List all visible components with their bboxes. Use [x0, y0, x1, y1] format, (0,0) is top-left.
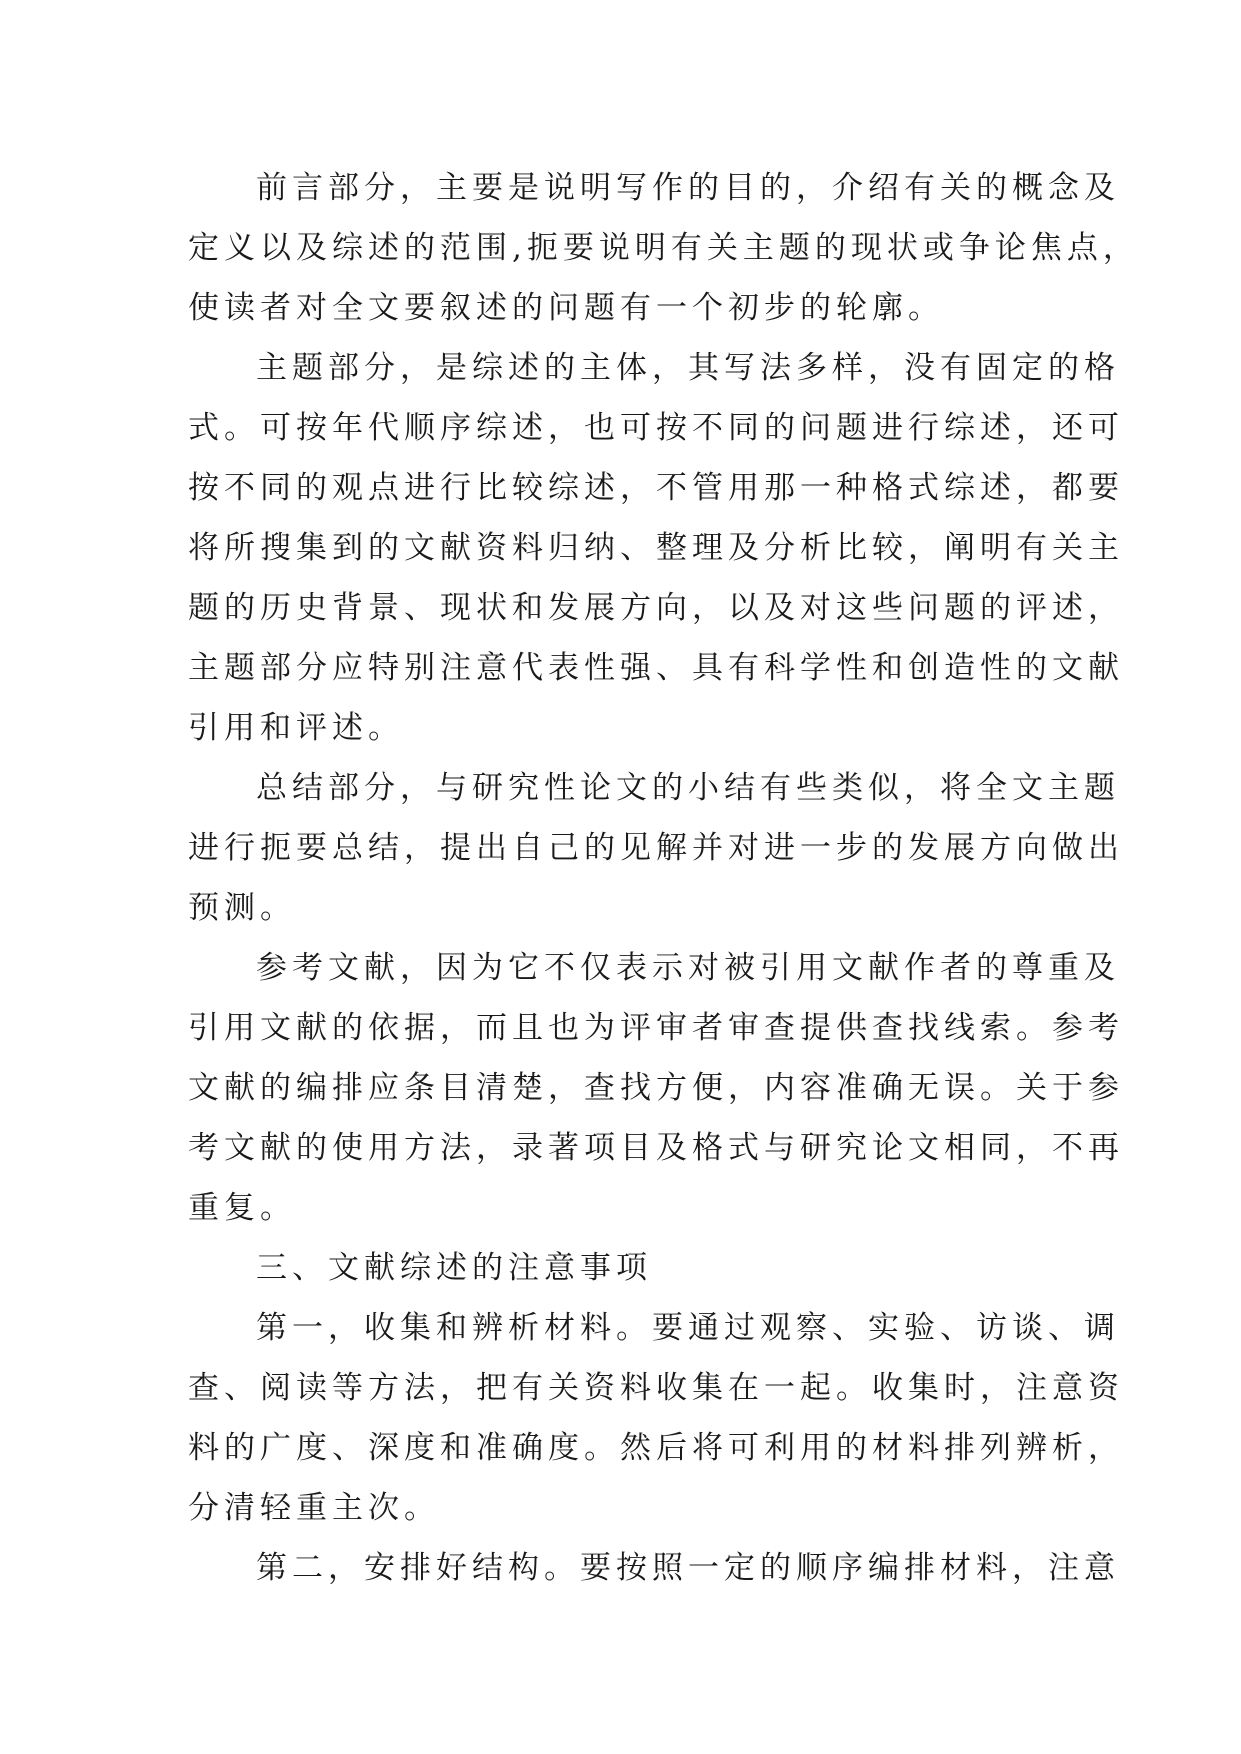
text-line: 第一，收集和辨析材料。要通过观察、实验、访谈、调 — [256, 1310, 1120, 1346]
text-line: 题的历史背景、现状和发展方向，以及对这些问题的评述， — [188, 590, 1124, 626]
text-line: 前言部分，主要是说明写作的目的，介绍有关的概念及 — [256, 170, 1120, 206]
text-line: 第二，安排好结构。要按照一定的顺序编排材料，注意 — [256, 1550, 1120, 1586]
text-line: 分清轻重主次。 — [188, 1490, 440, 1526]
text-line: 料的广度、深度和准确度。然后将可利用的材料排列辨析， — [188, 1430, 1124, 1466]
text-line: 使读者对全文要叙述的问题有一个初步的轮廓。 — [188, 290, 944, 326]
text-line: 进行扼要总结，提出自己的见解并对进一步的发展方向做出 — [188, 830, 1124, 866]
document-body — [188, 158, 1139, 1598]
text-line: 引用和评述。 — [188, 710, 404, 746]
text-line: 总结部分，与研究性论文的小结有些类似，将全文主题 — [256, 770, 1120, 806]
text-line: 主题部分，是综述的主体，其写法多样，没有固定的格 — [256, 350, 1120, 386]
text-line: 引用文献的依据，而且也为评审者审查提供查找线索。参考 — [188, 1010, 1124, 1046]
text-line: 主题部分应特别注意代表性强、具有科学性和创造性的文献 — [188, 650, 1124, 686]
text-line: 按不同的观点进行比较综述，不管用那一种格式综述，都要 — [188, 470, 1124, 506]
text-line: 将所搜集到的文献资料归纳、整理及分析比较，阐明有关主 — [188, 530, 1124, 566]
text-line: 定义以及综述的范围,扼要说明有关主题的现状或争论焦点， — [188, 230, 1139, 266]
section-heading: 三、文献综述的注意事项 — [256, 1250, 652, 1286]
text-line: 重复。 — [188, 1190, 296, 1226]
text-line: 文献的编排应条目清楚，查找方便，内容准确无误。关于参 — [188, 1070, 1124, 1106]
text-line: 查、阅读等方法，把有关资料收集在一起。收集时，注意资 — [188, 1370, 1124, 1406]
text-line: 式。可按年代顺序综述，也可按不同的问题进行综述，还可 — [188, 410, 1124, 446]
text-line: 参考文献，因为它不仅表示对被引用文献作者的尊重及 — [256, 950, 1120, 986]
text-line: 考文献的使用方法，录著项目及格式与研究论文相同，不再 — [188, 1130, 1124, 1166]
text-line: 预测。 — [188, 890, 296, 926]
